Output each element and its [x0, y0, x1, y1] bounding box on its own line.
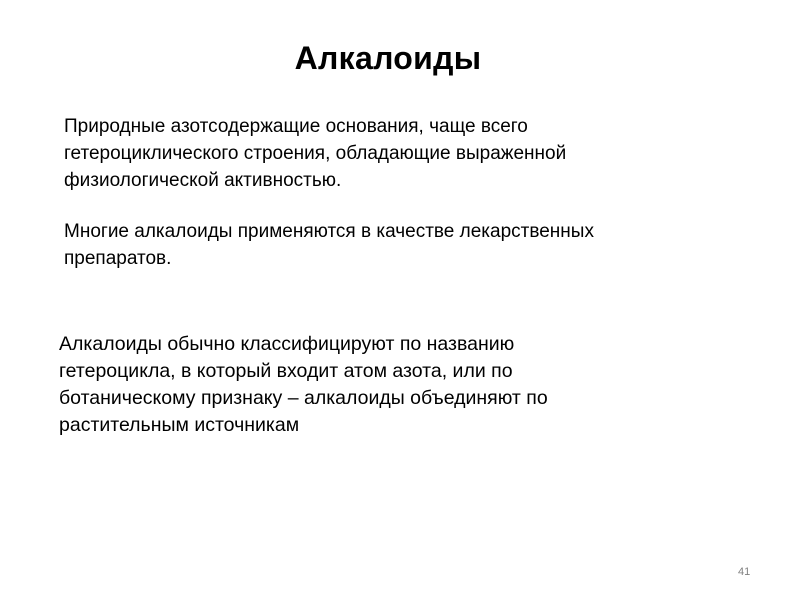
usage-paragraph — [64, 218, 594, 272]
classification-paragraph — [59, 331, 548, 439]
paragraph-line: Многие алкалоиды применяются в качестве лекарственных — [64, 221, 594, 242]
slide-title: Алкалоиды — [294, 40, 482, 76]
definition-paragraph — [64, 113, 566, 194]
paragraph-line: физиологической активностью. — [64, 170, 342, 191]
paragraph-line: Алкалоиды обычно классифицируют по названию — [59, 333, 515, 355]
paragraph-line: препаратов. — [64, 248, 172, 269]
page-number: 41 — [738, 566, 751, 578]
paragraph-line: ботаническому признаку – алкалоиды объединяют по — [59, 387, 548, 409]
paragraph-line: растительным источникам — [59, 414, 300, 436]
paragraph-line: гетероцикла, в который входит атом азота, или по — [59, 360, 513, 382]
paragraph-line: Природные азотсодержащие основания, чаще всего — [64, 116, 528, 137]
paragraph-line: гетероциклического строения, обладающие выраженной — [64, 143, 567, 164]
